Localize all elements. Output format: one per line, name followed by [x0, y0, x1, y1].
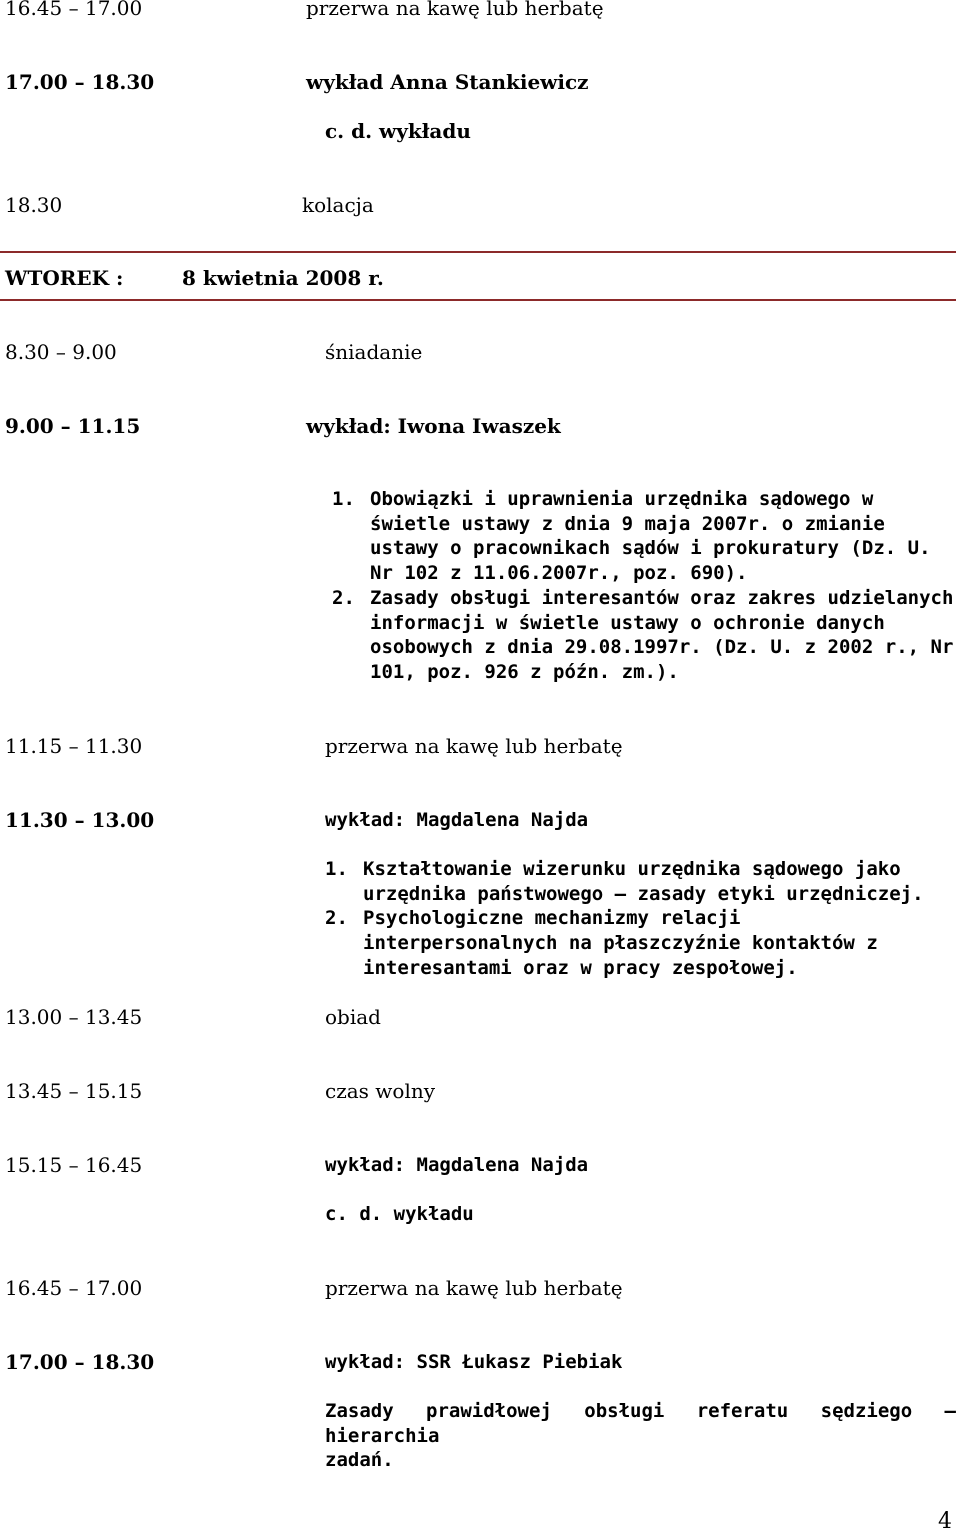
- topic-line: zadań.: [325, 1449, 394, 1472]
- page-number: 4: [938, 1509, 952, 1534]
- list-item-line: świetle ustawy z dnia 9 maja 2007r. o zmianie: [370, 512, 885, 535]
- topic-line: Zasady prawidłowej obsługi referatu sędziego – hierarchia: [325, 1400, 956, 1447]
- activity-lecture-iwaszek: wykład: Iwona Iwaszek: [306, 414, 561, 438]
- activity-breakfast: śniadanie: [325, 340, 423, 364]
- list-item-line: 101, poz. 926 z późn. zm.).: [370, 660, 679, 683]
- day-date: 8 kwietnia 2008 r.: [182, 266, 384, 290]
- list-item: 1. Obowiązki i uprawnienia urzędnika sądowego w: [332, 488, 874, 510]
- list-item-line: urzędnika państwowego – zasady etyki urzędniczej.: [363, 882, 924, 905]
- activity-lecture-najda: wykład: Magdalena Najda: [325, 809, 589, 831]
- lecture-continuation-2: c. d. wykładu: [325, 1203, 474, 1225]
- activity-coffee-break-2: przerwa na kawę lub herbatę: [325, 734, 623, 758]
- lecture-topics-iwaszek: [332, 487, 956, 685]
- list-item-line: osobowych z dnia 29.08.1997r. (Dz. U. z 2002 r., Nr: [370, 636, 954, 659]
- time-16-45-b: 16.45 – 17.00: [5, 1276, 143, 1300]
- lecture-continuation: c. d. wykładu: [325, 119, 471, 143]
- activity-lecture-najda-2: wykład: Magdalena Najda: [325, 1154, 589, 1176]
- activity-free-time: czas wolny: [325, 1079, 436, 1103]
- activity-lecture-piebiak: wykład: SSR Łukasz Piebiak: [325, 1351, 623, 1373]
- activity-dinner: kolacja: [302, 193, 374, 217]
- time-11-15: 11.15 – 11.30: [5, 734, 143, 758]
- list-item: 1. Kształtowanie wizerunku urzędnika sądowego jako: [325, 858, 901, 880]
- activity-lecture: wykład Anna Stankiewicz: [306, 70, 589, 94]
- time-11-30: 11.30 – 13.00: [5, 808, 155, 832]
- lecture-topics-najda: [325, 857, 956, 981]
- time-17-00: 17.00 – 18.30: [5, 70, 155, 94]
- list-item: 2. Psychologiczne mechanizmy relacji: [325, 907, 741, 930]
- activity-lunch: obiad: [325, 1005, 381, 1029]
- day-label: WTOREK :: [5, 266, 124, 290]
- divider-bottom: [0, 299, 956, 301]
- time-17-00-b: 17.00 – 18.30: [5, 1350, 155, 1374]
- list-item-line: interesantami oraz w pracy zespołowej.: [363, 956, 798, 979]
- time-15-15: 15.15 – 16.45: [5, 1153, 143, 1177]
- list-item-line: interpersonalnych na płaszczyźnie kontaktów z: [363, 932, 878, 955]
- list-item: 2. Zasady obsługi interesantów oraz zakres udzielanych: [332, 586, 954, 609]
- time-16-45: 16.45 – 17.00: [5, 0, 143, 20]
- list-item-line: ustawy o pracownikach sądów i prokuratury (Dz. U.: [370, 537, 931, 560]
- time-13-00: 13.00 – 13.45: [5, 1005, 143, 1029]
- divider-top: [0, 251, 956, 253]
- list-item-line: informacji w świetle ustawy o ochronie danych: [370, 611, 885, 634]
- time-13-45: 13.45 – 15.15: [5, 1079, 143, 1103]
- lecture-topic-piebiak: [325, 1399, 956, 1473]
- time-9-00: 9.00 – 11.15: [5, 414, 141, 438]
- activity-coffee-break: przerwa na kawę lub herbatę: [306, 0, 604, 20]
- time-18-30: 18.30: [5, 193, 63, 217]
- list-item-line: Nr 102 z 11.06.2007r., poz. 690).: [370, 562, 748, 585]
- activity-coffee-break-3: przerwa na kawę lub herbatę: [325, 1276, 623, 1300]
- time-8-30: 8.30 – 9.00: [5, 340, 117, 364]
